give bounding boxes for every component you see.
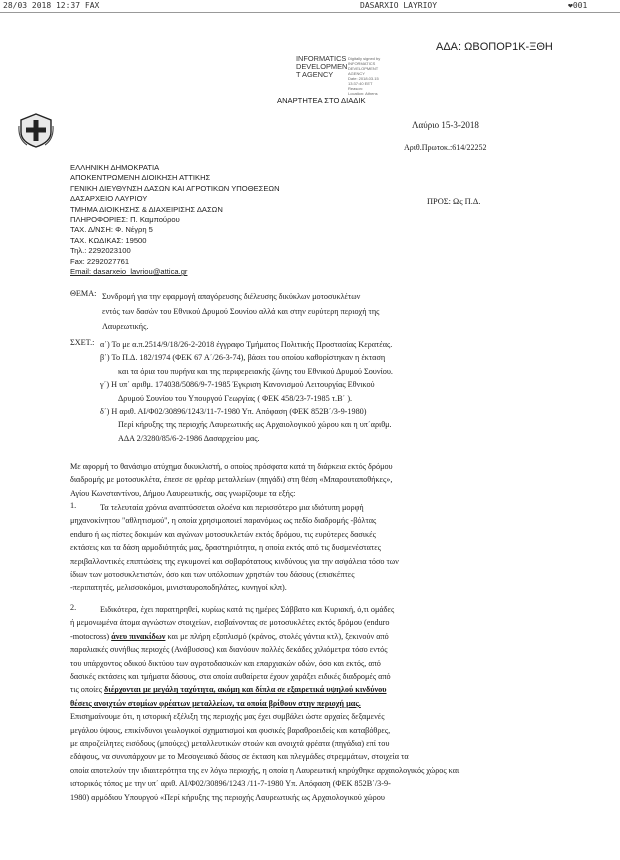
- item-2-number: 2.: [70, 603, 77, 612]
- signature-detail: 13:37:40 EET: [348, 81, 373, 86]
- reference-item: και τα όρια του πυρήνα και της περιφερειακής ζώνης του Εθνικού Δρυμού Σουνίου.: [118, 366, 393, 376]
- item-1-line: περιβαλλοντικές επιπτώσεις της εγκυμονεί και σοβαρότατους κινδύνους για την ασφάλεια τόσο των: [70, 556, 399, 566]
- fax-page-number: ❤001: [568, 1, 588, 10]
- item-2-line: εδάφους, να συνυπάρχουν με το Μεσογειακό δάσος σε έκταση και πλεγμάδες στρεμμάτων, στοιχεία τα: [70, 752, 409, 762]
- sender-line: Τηλ.: 2292023100: [70, 246, 131, 256]
- item-2-line: [70, 683, 459, 696]
- sender-block: [70, 163, 280, 277]
- stamp-line-3: T AGENCY: [296, 70, 334, 79]
- reference-item: δ΄) Η αριθ. ΑΙ/Φ02/30896/1243/11-7-1980 Υπ. Απόφαση (ΦΕΚ 852Β΄/3-9-1980): [100, 407, 367, 417]
- body-intro: [70, 460, 393, 500]
- references-label: ΣΧΕΤ.:: [70, 338, 95, 347]
- signature-detail: AGENCY: [348, 71, 365, 76]
- item-2-text-run: τις οποίες: [70, 685, 105, 695]
- signature-detail: Reason:: [348, 86, 363, 91]
- reference-item: Περί κήρυξης της περιοχής Λαυρεωτικής ως Αρχαιολογικού χώρου και η υπ΄αριθμ.: [118, 420, 392, 430]
- sender-line: Fax: 2292027761: [70, 256, 130, 266]
- subject-label: ΘΕΜΑ:: [70, 289, 97, 298]
- item-2-line: Επισημαίνουμε ότι, η ιστορική εξέλιξη της περιοχής μας έχει συμβάλει ώστε αρχαίες δεξαμενές: [70, 712, 385, 722]
- item-1-line: enduro ή ως πίστες δοκιμών και αγώνων μοτοσυκλετών εκτός δρόμου, τις ευρύτερες δασικές: [70, 529, 376, 539]
- item-1-line: μηχανοκίνητου "αθλητισμού", η οποία χρησιμοποιεί παρανόμως ως πεδίο διαδρομής -βόλτας: [70, 516, 377, 526]
- sender-line: ΓΕΝΙΚΗ ΔΙΕΥΘΥΝΣΗ ΔΑΣΩΝ ΚΑΙ ΑΓΡΟΤΙΚΩΝ ΥΠΟΘΕΣΕΩΝ: [70, 183, 280, 193]
- sender-line: ΤΜΗΜΑ ΔΙΟΙΚΗΣΗΣ & ΔΙΑΧΕΙΡΙΣΗΣ ΔΑΣΩΝ: [70, 204, 223, 214]
- sender-email: Email: dasarxeio_lavriou@attica.gr: [70, 267, 188, 277]
- signature-detail: Location: Athens: [348, 91, 378, 96]
- references-list: [100, 338, 393, 445]
- protocol-number: Αριθ.Πρωτοκ.:614/22252: [404, 143, 487, 152]
- recipient: ΠΡΟΣ: Ως Π.Δ.: [427, 197, 481, 206]
- fax-header-rule: [0, 12, 620, 13]
- item-1-line: Τα τελευταία χρόνια αναπτύσσεται ολοένα και περισσότερο μια ιδιότυπη μορφή: [100, 503, 364, 512]
- item-2-emphasis: άνευ πινακίδων: [111, 631, 166, 641]
- item-2-line: ιστορικός τόπος με την υπ΄ αριθ. ΑΙ/Φ02/30896/1243 /11-7-1980 Υπ. Απόφαση (ΦΕΚ 852Β΄/3-9-: [70, 779, 391, 789]
- item-1-line: -περιπατητές, μελισσοκόμοι, μινισταυροποδηλάτες, κυνηγοί κλπ).: [70, 583, 287, 593]
- item-2-line: ή μεμονωμένα άτομα αγνώστων στοιχείων, εισβαίνοντας σε μοτοσυκλέτες εκτός δρόμου (enduro: [70, 618, 390, 628]
- sender-line: ΑΠΟΚΕΝΤΡΩΜΕΝΗ ΔΙΟΙΚΗΣΗ ΑΤΤΙΚΗΣ: [70, 173, 211, 183]
- sender-line: ΠΛΗΡΟΦΟΡΙΕΣ: Π. Καμπούρου: [70, 215, 180, 225]
- item-2-text-run: -motocross): [70, 631, 112, 641]
- digital-signature-details: [348, 56, 380, 96]
- item-2-line: [70, 630, 459, 643]
- fax-timestamp: 28/03 2018 12:37 FAX: [3, 1, 100, 10]
- fax-sender: DASARXIO LAYRIOY: [360, 1, 438, 10]
- item-2-line: του υπάρχοντος οδικού δικτύου των αγροτοδασικών και επαρχιακών οδών, όσο και εκτός, από: [70, 658, 381, 668]
- subject-line: εντός των δασών του Εθνικού Δρυμού Σουνίου αλλά και στην ευρύτερη περιοχή της: [102, 307, 380, 316]
- reference-item: β΄) Το Π.Δ. 182/1974 (ΦΕΚ 67 Α΄/26-3-74), βάσει του οποίου καθορίστηκαν η έκταση: [100, 353, 386, 363]
- item-2-line: Ειδικότερα, έχει παρατηρηθεί, κυρίως κατά τις ημέρες Σάββατο και Κυριακή, ό,τι ομάδες: [100, 605, 395, 614]
- item-1-line: εκτάσεις και τα δάση αρμοδιότητάς μας, δραστηριότητα, η οποία εκτός από τις δυσμενέστατες: [70, 543, 381, 553]
- reference-item: γ΄) Η υπ΄ αριθμ. 174038/5086/9-7-1985 Έγκριση Κανονισμού Λειτουργίας Εθνικού: [100, 380, 375, 390]
- item-2-text-run: και με πλήρη εξοπλισμό (κράνος, στολές γάντια κτλ), ξεκινούν από: [165, 631, 389, 641]
- hellenic-emblem-icon: [18, 112, 54, 148]
- stamp-line-2: DEVELOPMEN: [296, 62, 348, 71]
- sender-line: ΕΛΛΗΝΙΚΗ ΔΗΜΟΚΡΑΤΙΑ: [70, 163, 160, 172]
- body-line: διαδρομής με μοτοσυκλέτα, έπεσε σε φρέαρ μεταλλείων (πηγάδι) στη θέση «Μπαρουταποθήκες»,: [70, 475, 393, 485]
- signature-detail: Date: 2018.03.15: [348, 76, 379, 81]
- sender-line: ΤΑΧ. ΚΩΔΙΚΑΣ: 19500: [70, 235, 147, 245]
- stamp-line-1: INFORMATICS: [296, 54, 347, 63]
- reference-item: α΄) Το με α.π.2514/9/18/26-2-2018 έγγραφο Τμήματος Πολιτικής Προστασίας Κερατέας.: [100, 340, 393, 349]
- signature-detail: Digitally signed by: [348, 56, 381, 61]
- ada-code: ΑΔΑ: ΩΒΟΠΟΡ1Κ-ΞΘΗ: [436, 41, 553, 53]
- item-2-text: [70, 603, 459, 804]
- place-date: Λαύριο 15-3-2018: [412, 120, 479, 130]
- item-2-line: δασικές εκτάσεις και τμήματα δάσους, στα οποία αυθαίρετα έχουν χαράξει ειδικές διαδρομές από: [70, 672, 391, 682]
- item-2-line: 1980) αρμόδιου Υπουργού «Περί κήρυξης της περιοχής Λαυρεωτικής ως Αρχαιολογικού χώρου: [70, 792, 385, 802]
- posted-notice: ΑΝΑΡΤΗΤΕΑ ΣΤΟ ΔΙΑΔΙΚ: [277, 96, 366, 105]
- body-line: Με αφορμή το θανάσιμο ατύχημα δικυκλιστή, ο οποίος πρόσφατα κατά τη διάρκεια εκτός δρόμου: [70, 462, 393, 471]
- subject-line: Λαυρεωτικής.: [102, 322, 149, 331]
- reference-item: Δρυμού Σουνίου του Υπουργού Γεωργίας ( ΦΕΚ 458/23-7-1985 τ.Β΄ ).: [118, 393, 353, 403]
- item-2-line: με απροζείλητες εισόδους (μπούςες) μεταλλευτικών στοών και ανοιχτά φρέατα (πηγάδια) επί του: [70, 739, 390, 749]
- body-line: Αγίου Κωνσταντίνου, Δήμου Λαυρεωτικής, σας γνωρίζουμε τα εξής:: [70, 488, 296, 498]
- item-2-line: οποία αποτελούν την ιδιαιτερότητα της εν λόγω περιοχής, η οποία η Λαυρεωτική κηρύχθηκε αρχαιολογικός χώρος και: [70, 765, 460, 775]
- subject-text: [102, 289, 379, 334]
- item-1-line: ίδιων των μοτοσυκλετιστών, όσο και των υπόλοιπων χρηστών του δάσους (επισκέπτες: [70, 570, 355, 580]
- sender-line: ΔΑΣΑΡΧΕΙΟ ΛΑΥΡΙΟΥ: [70, 194, 148, 204]
- item-2-line: μεγάλου ύψους, επικίνδυνοι γεωλογικοί σχηματισμοί και φυσικές βαραθροειδείς και καταβόθρες,: [70, 725, 391, 735]
- digital-signature-stamp: [296, 55, 347, 79]
- item-1-number: 1.: [70, 501, 77, 510]
- reference-item: ΑΔΑ 2/3280/85/6-2-1986 Δασαρχείου μας.: [118, 433, 260, 443]
- item-2-emphasis: διέρχονται με μεγάλη ταχύτητα, ακόμη και δίπλα σε εξαιρετικά υψηλού κινδύνου: [104, 685, 387, 695]
- signature-detail: DEVELOPMENT: [348, 66, 379, 71]
- signature-detail: INFORMATICS: [348, 61, 376, 66]
- subject-line: Συνδρομή για την εφαρμογή απαγόρευσης διέλευσης δικύκλων μοτοσυκλέτων: [102, 292, 361, 301]
- item-1-text: [70, 501, 399, 595]
- item-2-line: θέσεις ανοιχτών στομίων φρέατων μεταλλείων, τα οποία βρίθουν στην περιοχή μας.: [70, 698, 361, 708]
- item-2-line: παραλιακές συνήθως περιοχές (Ανάβυσσος) και διανύουν πολλές δεκάδες χιλιόμετρα τόσο εντός: [70, 645, 388, 655]
- sender-line: ΤΑΧ. Δ/ΝΣΗ: Φ. Νέγρη 5: [70, 225, 153, 235]
